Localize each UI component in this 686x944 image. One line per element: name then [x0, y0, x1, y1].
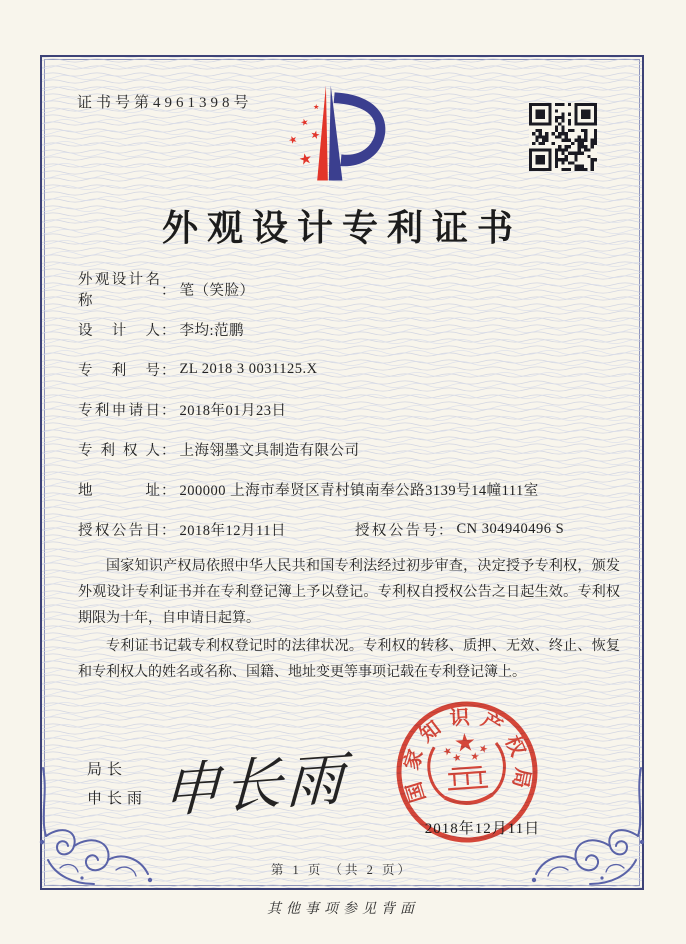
field-value: 李均:范鹏: [179, 322, 245, 339]
legal-text: [78, 554, 620, 688]
field-label: 专利申请日: [78, 402, 160, 419]
field-row-filing-date: [78, 389, 614, 429]
page-number: 第 1 页 （共 2 页）: [270, 863, 414, 877]
field-colon: ：: [161, 362, 176, 379]
field-label: 专利号: [78, 362, 160, 379]
field-value: CN 304940496 S: [456, 520, 565, 537]
field-label: 授权公告号: [355, 522, 437, 539]
field-value: 上海翎墨文具制造有限公司: [179, 442, 360, 459]
back-side-note: 其他事项参见背面: [267, 902, 419, 917]
certificate-number: 证书号第4961398号: [77, 95, 253, 111]
field-colon: ：: [161, 402, 176, 419]
field-label: 设计人: [78, 322, 160, 339]
field-value: 200000 上海市奉贤区青村镇南奉公路3139号14幢111室: [179, 482, 539, 499]
svg-text:国家知识产权局: [395, 701, 537, 808]
field-label: 外观设计名称: [78, 272, 160, 309]
field-colon: ：: [161, 322, 176, 339]
certificate-title: 外观设计专利证书: [161, 208, 522, 248]
field-label: 授权公告日: [78, 522, 160, 539]
seal-date: 2018年12月11日: [424, 821, 541, 837]
field-value: ZL 2018 3 0031125.X: [179, 360, 318, 377]
field-colon: ：: [161, 482, 176, 499]
field-colon: ：: [161, 442, 176, 459]
legal-paragraph: 专利证书记载专利权登记时的法律状况。专利权的转移、质押、无效、终止、恢复和专利权人的姓名或名称、国籍、地址变更等事项记载在专利登记簿上。: [78, 639, 620, 681]
field-value: 2018年12月11日: [179, 522, 286, 539]
national-emblem-icon: [441, 731, 489, 762]
cnipa-logo-icon: [276, 79, 402, 189]
field-row-grant-publication: [78, 509, 614, 549]
legal-paragraph: 国家知识产权局依照中华人民共和国专利法经过初步审查，决定授予专利权，颁发外观设计专利证书并在专利登记簿上予以登记。专利权自授权公告之日起生效。专利权期限为十年，自申请日起算。: [78, 559, 620, 627]
field-value: 笔（笑脸）: [179, 282, 255, 299]
certificate-border-frame: [40, 55, 644, 890]
field-label: 地址: [78, 482, 160, 499]
field-colon: ：: [438, 522, 453, 539]
director-name-label: 申长雨: [87, 791, 148, 807]
field-list: [78, 269, 614, 549]
qr-code-icon: [529, 103, 597, 171]
field-colon: ：: [161, 282, 176, 299]
director-handwritten-signature: 申长雨: [160, 746, 349, 825]
field-label: 专利权人: [78, 442, 160, 459]
field-colon: ：: [161, 522, 176, 539]
field-row-patentee: [78, 429, 614, 469]
director-role-label: 局长: [87, 762, 128, 778]
field-row-address: [78, 469, 614, 509]
seal-ring-text: 国家知识产权局: [400, 706, 534, 805]
field-value: 2018年01月23日: [179, 402, 287, 419]
field-row-patent-number: [78, 349, 614, 389]
field-row-designer: [78, 309, 614, 349]
field-row-design-name: [78, 269, 614, 309]
